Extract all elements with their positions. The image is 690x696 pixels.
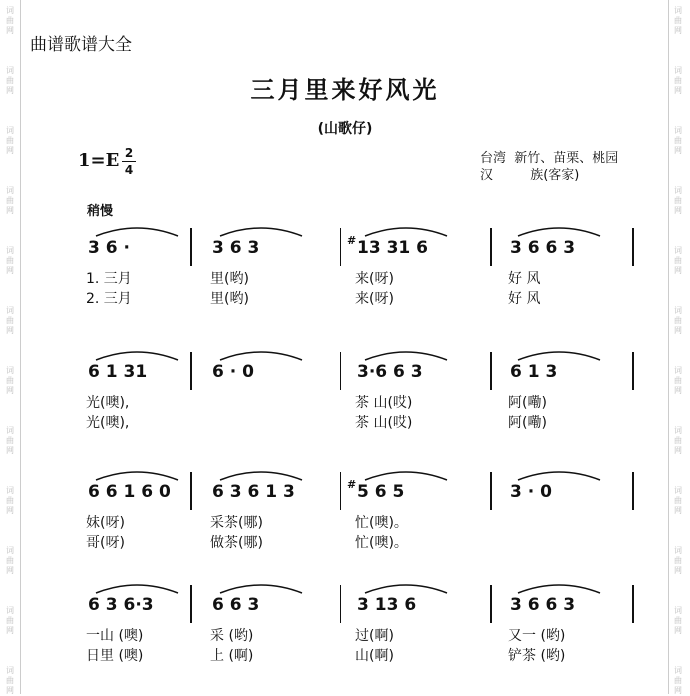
lyric-verse-2: 里(哟) [210, 291, 249, 307]
lyric-verse-1: 好 风 [508, 271, 541, 287]
lyric-verse-2: 铲茶 (哟) [508, 648, 566, 664]
measure-notes: 13 31 6 [357, 238, 428, 258]
watermark-text: 词 曲 网 [6, 426, 14, 455]
watermark-text: 词 曲 网 [674, 186, 682, 215]
lyric-verse-2: 光(噢), [86, 415, 130, 431]
slur-arc [518, 228, 600, 236]
slur-arc [365, 585, 447, 593]
lyric-verse-2: 2. 三月 [86, 291, 132, 307]
measure-notes: 6 · 0 [212, 362, 254, 382]
slur-arc [220, 352, 302, 360]
lyric-verse-1: 里(哟) [210, 271, 249, 287]
watermark-text: 词 曲 网 [674, 306, 682, 335]
lyric-verse-1: 采茶(哪) [210, 515, 263, 531]
lyric-verse-1: 茶 山(哎) [355, 395, 413, 411]
slur-arc [96, 352, 178, 360]
watermark-text: 词 曲 网 [6, 306, 14, 335]
lyric-verse-2: 来(呀) [355, 291, 394, 307]
watermark-text: 词 曲 网 [674, 6, 682, 35]
slur-arc [518, 472, 600, 480]
watermark-text: 词 曲 网 [674, 426, 682, 455]
song-subtitle: (山歌仔) [317, 121, 373, 137]
lyric-verse-2: 做茶(哪) [210, 535, 263, 551]
measure-notes: 3 · 0 [510, 482, 552, 502]
slur-arc [365, 472, 447, 480]
lyric-verse-1: 来(呀) [355, 271, 394, 287]
lyric-verse-1: 阿(嘞) [508, 395, 547, 411]
lyric-verse-1: 光(噢), [86, 395, 130, 411]
watermark-text: 词 曲 网 [674, 126, 682, 155]
time-signature-top: 2 [124, 146, 134, 160]
slur-arc [365, 228, 447, 236]
lyric-verse-2: 阿(嘞) [508, 415, 547, 431]
watermark-text: 词 曲 网 [6, 186, 14, 215]
watermark-text: 词 曲 网 [6, 366, 14, 395]
watermark-text: 词 曲 网 [674, 486, 682, 515]
watermark-text: 词 曲 网 [6, 126, 14, 155]
lyric-verse-1: 采 (哟) [210, 628, 254, 644]
key-signature: 1=E [78, 150, 120, 171]
measure-notes: 6 3 6 1 3 [212, 482, 295, 502]
watermark-text: 词 曲 网 [674, 546, 682, 575]
watermark-text: 词 曲 网 [6, 66, 14, 95]
watermark-text: 词 曲 网 [6, 246, 14, 275]
measure-notes: 6 1 3 [510, 362, 558, 382]
lyric-verse-2: 上 (啊) [210, 648, 254, 664]
measure-notes: 3 6 6 3 [510, 595, 576, 615]
measure-notes: 6 6 3 [212, 595, 260, 615]
measure-notes: 3 6 3 [212, 238, 260, 258]
measure-notes: 6 1 31 [88, 362, 148, 382]
lyric-verse-2: 茶 山(哎) [355, 415, 413, 431]
sharp-sign: # [347, 478, 357, 491]
slur-arc [220, 228, 302, 236]
time-signature-bottom: 4 [124, 163, 134, 177]
watermark-text: 词 曲 网 [674, 666, 682, 695]
measure-notes: 6 6 1 6 0 [88, 482, 171, 502]
slur-arc [96, 585, 178, 593]
watermark-text: 词 曲 网 [6, 606, 14, 635]
watermark-text: 词 曲 网 [6, 486, 14, 515]
lyric-verse-2: 哥(呀) [86, 535, 125, 551]
slur-arc [96, 228, 178, 236]
lyric-verse-2: 好 风 [508, 291, 541, 307]
song-title: 三月里来好风光 [250, 76, 440, 104]
measure-notes: 3 6 6 3 [510, 238, 576, 258]
slur-arc [518, 352, 600, 360]
lyric-verse-1: 又一 (哟) [508, 628, 566, 644]
watermark-text: 词 曲 网 [674, 246, 682, 275]
watermark-text: 词 曲 网 [674, 606, 682, 635]
lyric-verse-1: 忙(噢)。 [355, 515, 408, 531]
watermark-text: 词 曲 网 [674, 66, 682, 95]
tempo-marking: 稍慢 [87, 204, 114, 219]
sharp-sign: # [347, 234, 357, 247]
slur-arc [365, 352, 447, 360]
watermark-text: 词 曲 网 [6, 666, 14, 695]
watermark-text: 词 曲 网 [6, 6, 14, 35]
measure-notes: 5 6 5 [357, 482, 405, 502]
lyric-verse-1: 一山 (噢) [86, 628, 144, 644]
site-label: 曲谱歌谱大全 [30, 35, 132, 55]
measure-notes: 3 13 6 [357, 595, 417, 615]
watermark-text: 词 曲 网 [674, 366, 682, 395]
watermark-text: 词 曲 网 [6, 546, 14, 575]
lyric-verse-1: 过(啊) [355, 628, 394, 644]
lyric-verse-2: 日里 (噢) [86, 648, 144, 664]
measure-notes: 3·6 6 3 [357, 362, 423, 382]
lyric-verse-1: 1. 三月 [86, 271, 132, 287]
song-origin: 台湾 新竹、苗栗、桃园 汉 族(客家) [480, 151, 619, 183]
slur-arc [96, 472, 178, 480]
lyric-verse-1: 妹(呀) [86, 515, 125, 531]
slur-arc [220, 585, 302, 593]
measure-notes: 6 3 6·3 [88, 595, 154, 615]
slur-arc [518, 585, 600, 593]
lyric-verse-2: 山(啊) [355, 648, 394, 664]
lyric-verse-2: 忙(噢)。 [355, 535, 408, 551]
measure-notes: 3 6 · [88, 238, 130, 258]
slur-arc [220, 472, 302, 480]
